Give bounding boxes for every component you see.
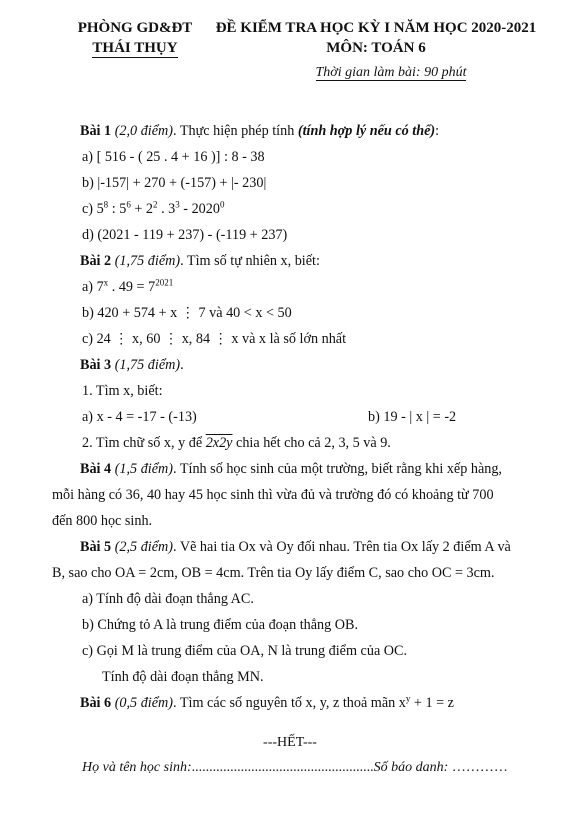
question-3-part-2: 2. Tìm chữ số x, y để 2x2y chia hết cho cả 2, 3, 5 và 9.: [82, 435, 391, 451]
question-5a: a) Tính độ dài đoạn thẳng AC.: [82, 591, 254, 607]
question-3-1a: a) x - 4 = -17 - (-13): [82, 409, 197, 425]
question-2-heading: Bài 2 (1,75 điểm). Tìm số tự nhiên x, biết:: [80, 253, 320, 269]
exam-content: [52, 118, 548, 716]
question-5b: b) Chứng tỏ A là trung điểm của đoạn thẳng OB.: [82, 617, 359, 633]
question-2b: b) 420 + 574 + x ⋮ 7 và 40 < x < 50: [82, 305, 292, 321]
student-name-blank[interactable]: ....................................................: [191, 760, 374, 775]
district-name: THÁI THỤY: [92, 40, 178, 56]
question-1d: d) (2021 - 119 + 237) - (-119 + 237): [82, 227, 288, 243]
question-5c: c) Gọi M là trung điểm của OA, N là trung điểm của OC.: [82, 643, 408, 659]
exam-title: ĐỀ KIỂM TRA HỌC KỲ I NĂM HỌC 2020-2021: [215, 20, 537, 36]
question-1c: c) $5^8$ : $5^6 + 2^2$ . $3^3 - 2020^0$: [82, 199, 225, 217]
question-1a: a) [ 516 - ( 25 . 4 + 16 )] : 8 - 38: [82, 149, 265, 165]
question-3-1b: b) 19 - | x | = -2: [368, 409, 457, 425]
student-name-label: Họ và tên học sinh:: [82, 760, 192, 775]
question-4-line-1: Bài 4 (1,5 điểm). Tính số học sinh của một trường, biết rằng khi xếp hàng,: [80, 461, 502, 477]
question-1b: b) |-157| + 270 + (-157) + |- 230|: [82, 175, 267, 191]
question-2a: a) 7$^x$ . $49 = 7^{2021}$: [82, 277, 174, 295]
question-5-line-1: Bài 5 (2,5 điểm). Vẽ hai tia Ox và Oy đối nhau. Trên tia Ox lấy 2 điểm A và: [80, 539, 511, 555]
question-3-heading: Bài 3 (1,75 điểm).: [80, 357, 184, 373]
question-4-line-2: mỗi hàng có 36, 40 hay 45 học sinh thì vừa đủ và trường đó có khoảng từ 700: [52, 487, 494, 503]
department-name: PHÒNG GD&ĐT: [77, 20, 193, 36]
candidate-number-blank[interactable]: …………: [448, 760, 508, 775]
question-2c: c) 24 ⋮ x, 60 ⋮ x, 84 ⋮ x và x là số lớn nhất: [82, 331, 347, 347]
time-allowed: Thời gian làm bài: 90 phút: [315, 65, 467, 80]
question-4-line-3: đến 800 học sinh.: [52, 513, 153, 529]
footer: [82, 760, 508, 776]
question-3-part-1: 1. Tìm x, biết:: [82, 383, 163, 399]
question-3-part-1-items: [52, 404, 548, 430]
question-6: Bài 6 (0,5 điểm). Tìm các số nguyên tố x, y, z thoả mãn $x^y + 1 = z$: [80, 693, 454, 711]
candidate-number-label: Số báo danh:: [373, 760, 449, 775]
question-5c-continued: Tính độ dài đoạn thẳng MN.: [102, 669, 264, 685]
end-marker: ---HẾT---: [263, 735, 317, 750]
question-1-heading: Bài 1 (2,0 điểm). Thực hiện phép tính (tính hợp lý nếu có thể):: [80, 123, 440, 139]
overlined-number: 2x2y: [205, 435, 233, 451]
subject-title: MÔN: TOÁN 6: [326, 40, 426, 56]
school-header: [60, 18, 210, 58]
question-5-line-2: B, sao cho OA = 2cm, OB = 4cm. Trên tia Oy lấy điểm C, sao cho OC = 3cm.: [52, 565, 495, 581]
exam-header: [206, 18, 546, 83]
